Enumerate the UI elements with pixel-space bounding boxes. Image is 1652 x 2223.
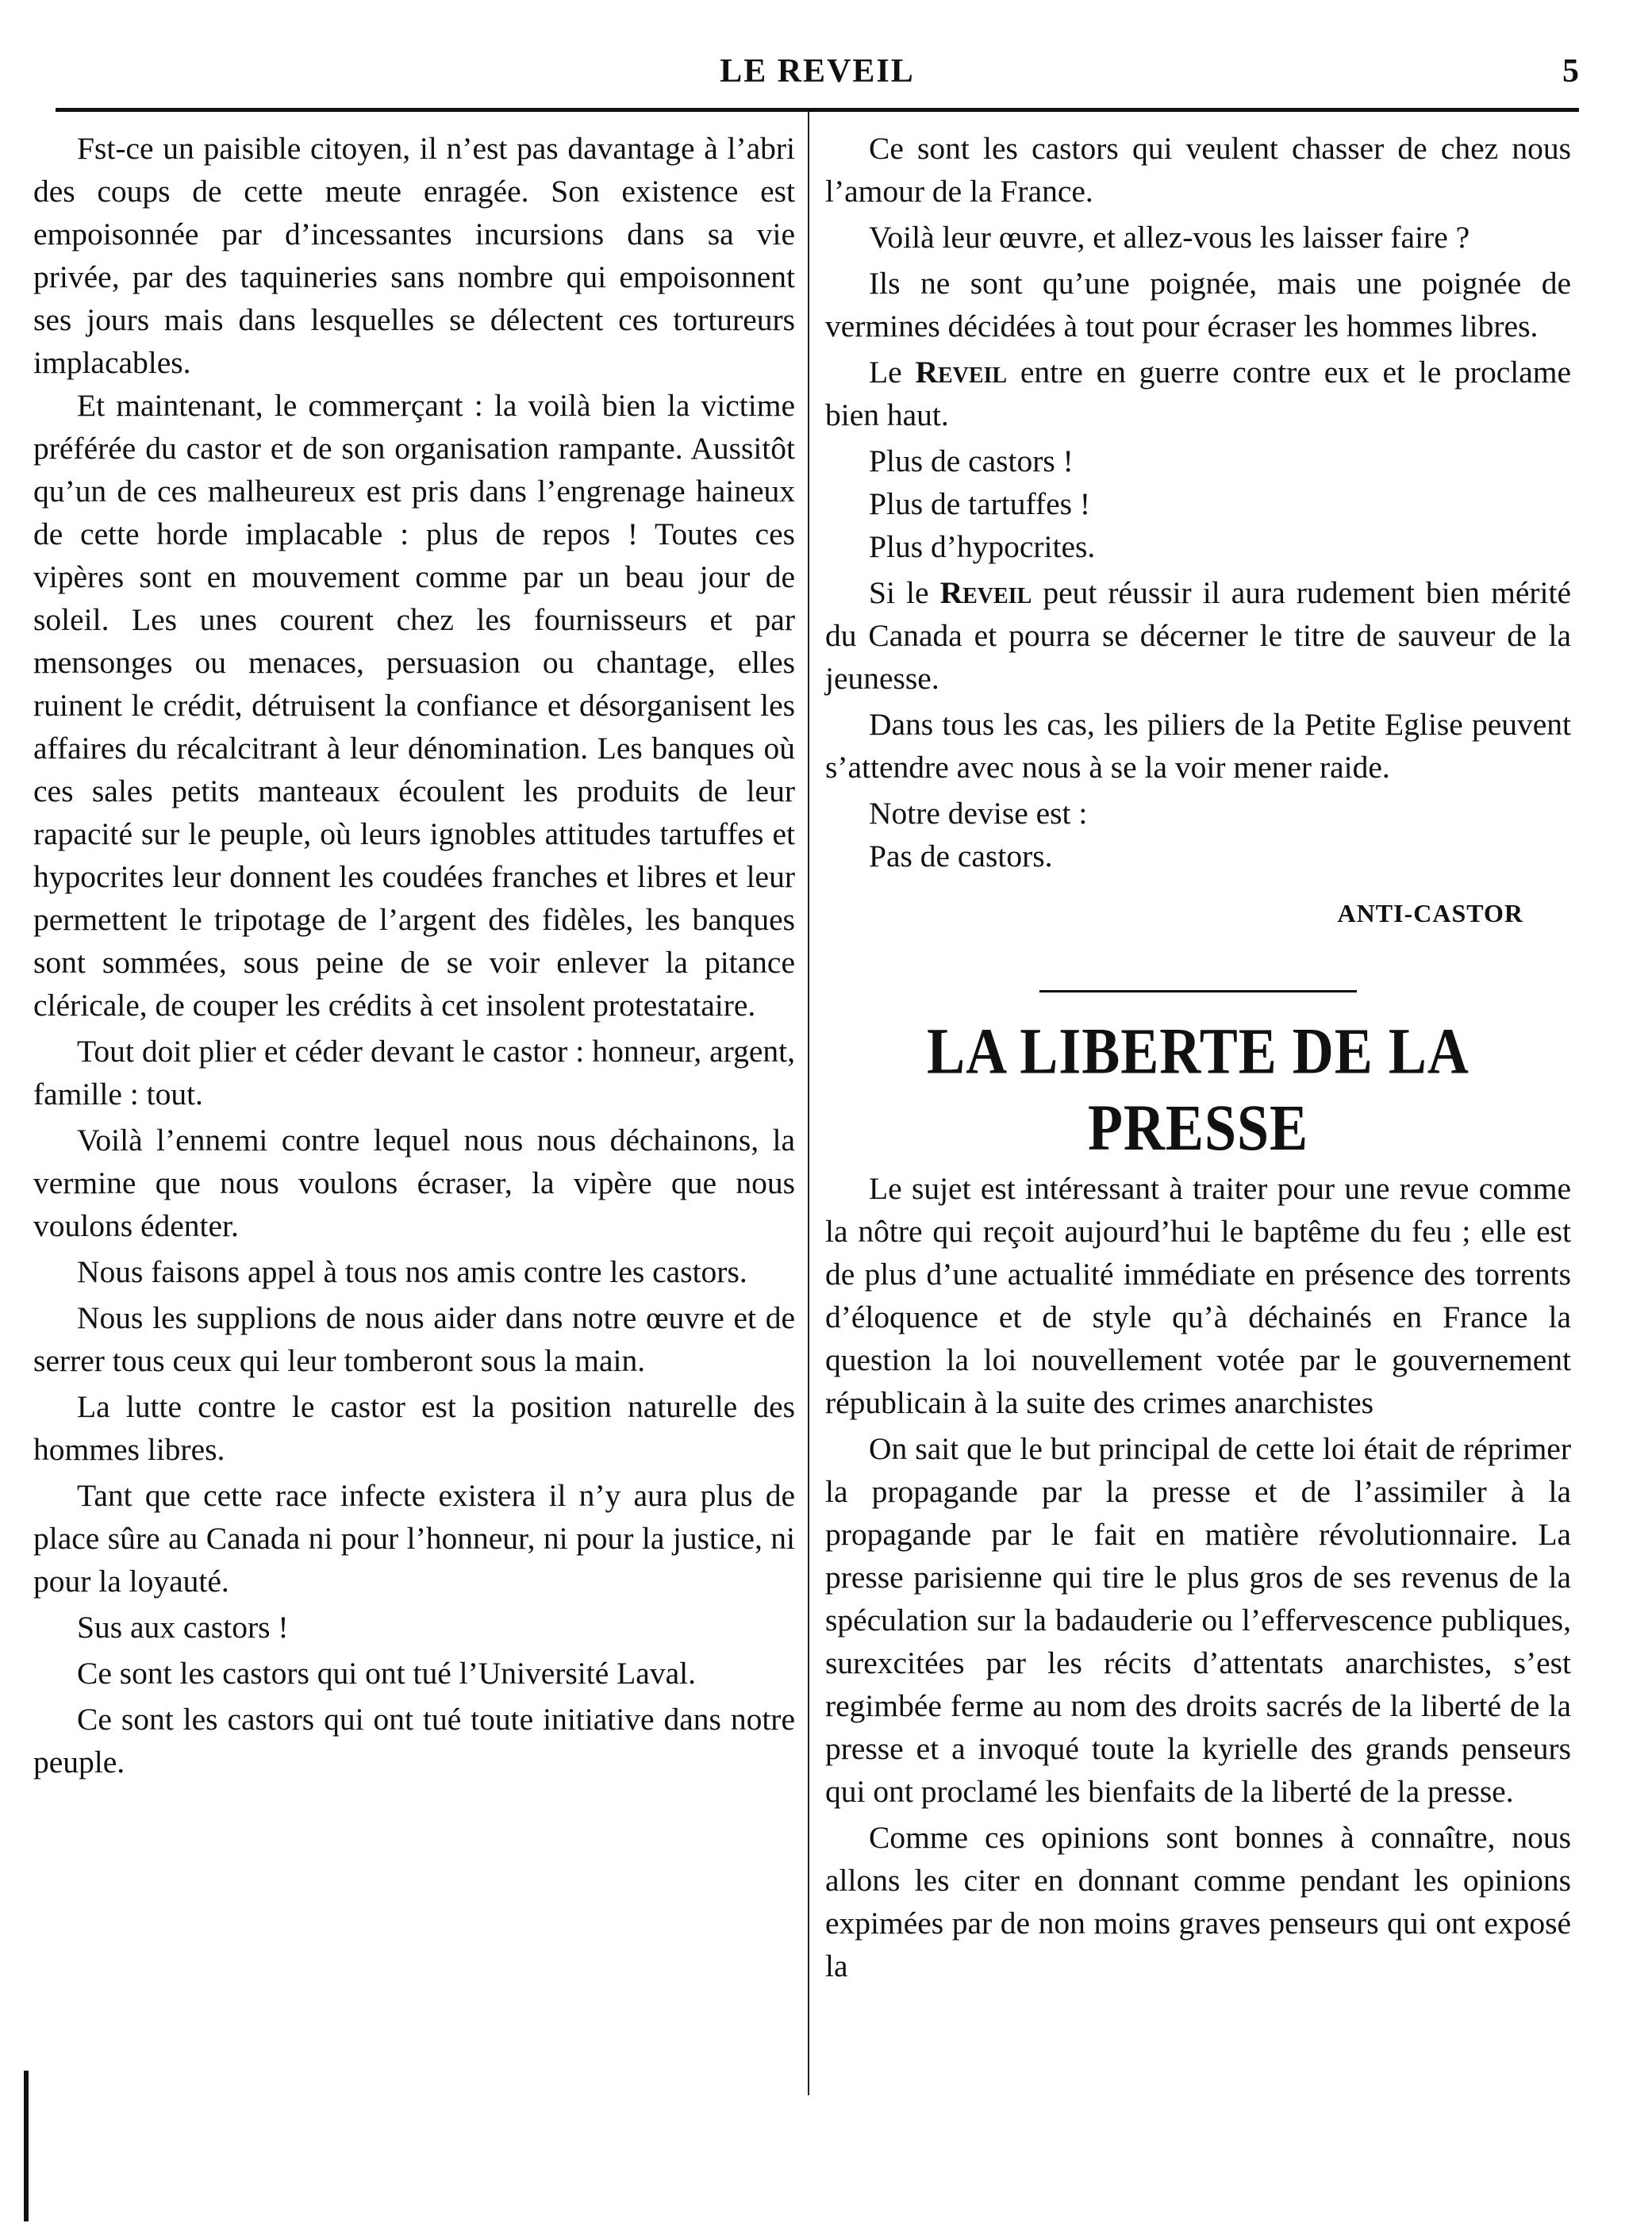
left-column	[33, 127, 795, 1787]
page-header	[56, 46, 1579, 109]
paragraph: Nous les supplions de nous aider dans notre œuvre et de serrer tous ceux qui leur tomberont sous la main.	[33, 1300, 795, 1378]
header-rule	[56, 108, 1579, 112]
paragraph: Nous faisons appel à tous nos amis contre les castors.	[77, 1254, 747, 1289]
paragraph: La lutte contre le castor est la position naturelle des hommes libres.	[33, 1389, 795, 1467]
margin-mark	[24, 2071, 29, 2221]
paragraph: Notre devise est :	[869, 796, 1088, 831]
column-divider	[808, 112, 809, 2095]
running-title: LE REVEIL	[720, 53, 915, 90]
right-column	[825, 127, 1571, 1991]
text-run: Si le	[869, 575, 940, 610]
article-title: LA LIBERTE DE LA PRESSE	[927, 1014, 1470, 1165]
paragraph: Voilà leur œuvre, et allez-vous les laisser faire ?	[869, 220, 1470, 255]
paragraph-reveil	[825, 351, 1571, 436]
paragraph: Pas de castors.	[869, 839, 1053, 873]
paragraph: Fst-ce un paisible citoyen, il n’est pas davantage à l’abri des coups de cette meute enragée. Son existence est empoisonnée par d’incessantes incursions dans sa vie privée, par des taquineries sans nombre qui empoisonnent ses jours mais dans lesquelles se délectent ces tortureurs implacables.	[33, 131, 795, 380]
paragraph: Tout doit plier et céder devant le castor : honneur, argent, famille : tout.	[33, 1034, 795, 1112]
paragraph: On sait que le but principal de cette loi était de réprimer la propagande par la presse et de l’assimiler à la propagande par le fait en matière révolutionnaire. La presse parisienne qui tire le plus gros de ses revenus de la spéculation sur la badauderie ou l’effervescence publiques, surexcitées par les récits d’attentats anarchistes, s’est regimbée ferme au nom des droits sacrés de la liberté de la presse et a invoqué toute la kyrielle des grands penseurs qui ont proclamé les bienfaits de la liberté de la presse.	[825, 1431, 1571, 1809]
paragraph: Et maintenant, le commerçant : la voilà bien la victime préférée du castor et de son organisation rampante. Aussitôt qu’un de ces malheureux est pris dans l’engrenage haineux de cette horde implacable : plus de repos ! Toutes ces vipères sont en mouvement comme par un beau jour de soleil. Les unes courent chez les fournisseurs et par mensonges ou menaces, persuasion ou chantage, elles ruinent le crédit, détruisent la confiance et désorganisent les affaires du récalcitrant à leur dénomination. Les banques où ces sales petits manteaux écoulent les produits de leur rapacité sur le peuple, où leurs ignobles attitudes tartuffes et hypocrites leur donnent les coudées franches et libres et leur permettent le tripotage de l’argent des fidèles, les banques sont sommées, sous peine de se voir enlever la pitance cléricale, de couper les crédits à cet insolent protestataire.	[33, 388, 795, 1023]
paragraph: Le sujet est intéressant à traiter pour une revue comme la nôtre qui reçoit aujourd’hui le baptême du feu ; elle est de plus d’une actualité immédiate en présence des torrents d’éloquence et de style qu’à déchainés en France la question la loi nouvellement votée par le gouvernement républicain à la suite des crimes anarchistes	[825, 1171, 1571, 1420]
paragraph: Ce sont les castors qui ont tué l’Université Laval.	[77, 1656, 696, 1691]
paragraph: Tant que cette race infecte existera il n’y aura plus de place sûre au Canada ni pour l’honneur, ni pour la justice, ni pour la loyauté.	[33, 1478, 795, 1599]
journal-name: Reveil	[939, 575, 1032, 610]
slogan: Plus de castors !	[869, 443, 1074, 478]
journal-name: Reveil	[915, 355, 1008, 390]
paragraph: Comme ces opinions sont bonnes à connaître, nous allons les citer en donnant comme pendant les opinions expimées par de non moins graves penseurs qui ont exposé la	[825, 1820, 1571, 1983]
slogan: Plus de tartuffes !	[869, 486, 1091, 521]
paragraph: Ce sont les castors qui ont tué toute initiative dans notre peuple.	[33, 1702, 795, 1780]
page-number: 5	[1562, 53, 1579, 90]
paragraph: Voilà l’ennemi contre lequel nous nous déchainons, la vermine que nous voulons écraser, la vipère que nous voulons édenter.	[33, 1123, 795, 1243]
paragraph: Dans tous les cas, les piliers de la Petite Eglise peuvent s’attendre avec nous à se la voir mener raide.	[825, 707, 1571, 785]
signature: ANTI-CASTOR	[1337, 899, 1523, 927]
text-run: entre en guerre contre eux et le proclame bien haut.	[825, 355, 1572, 432]
paragraph: Ils ne sont qu’une poignée, mais une poignée de vermines décidées à tout pour écraser les hommes libres.	[825, 266, 1571, 344]
paragraph: Sus aux castors !	[77, 1610, 289, 1645]
text-run: peut réussir il aura rudement bien mérité du Canada et pourra se décerner le titre de sauveur de la jeunesse.	[825, 575, 1571, 696]
article-separator	[1039, 990, 1357, 992]
slogan: Plus d’hypocrites.	[869, 529, 1096, 564]
paragraph-reveil	[825, 571, 1571, 700]
paragraph: Ce sont les castors qui veulent chasser de chez nous l’amour de la France.	[825, 131, 1571, 209]
text-run: Le	[869, 355, 916, 390]
